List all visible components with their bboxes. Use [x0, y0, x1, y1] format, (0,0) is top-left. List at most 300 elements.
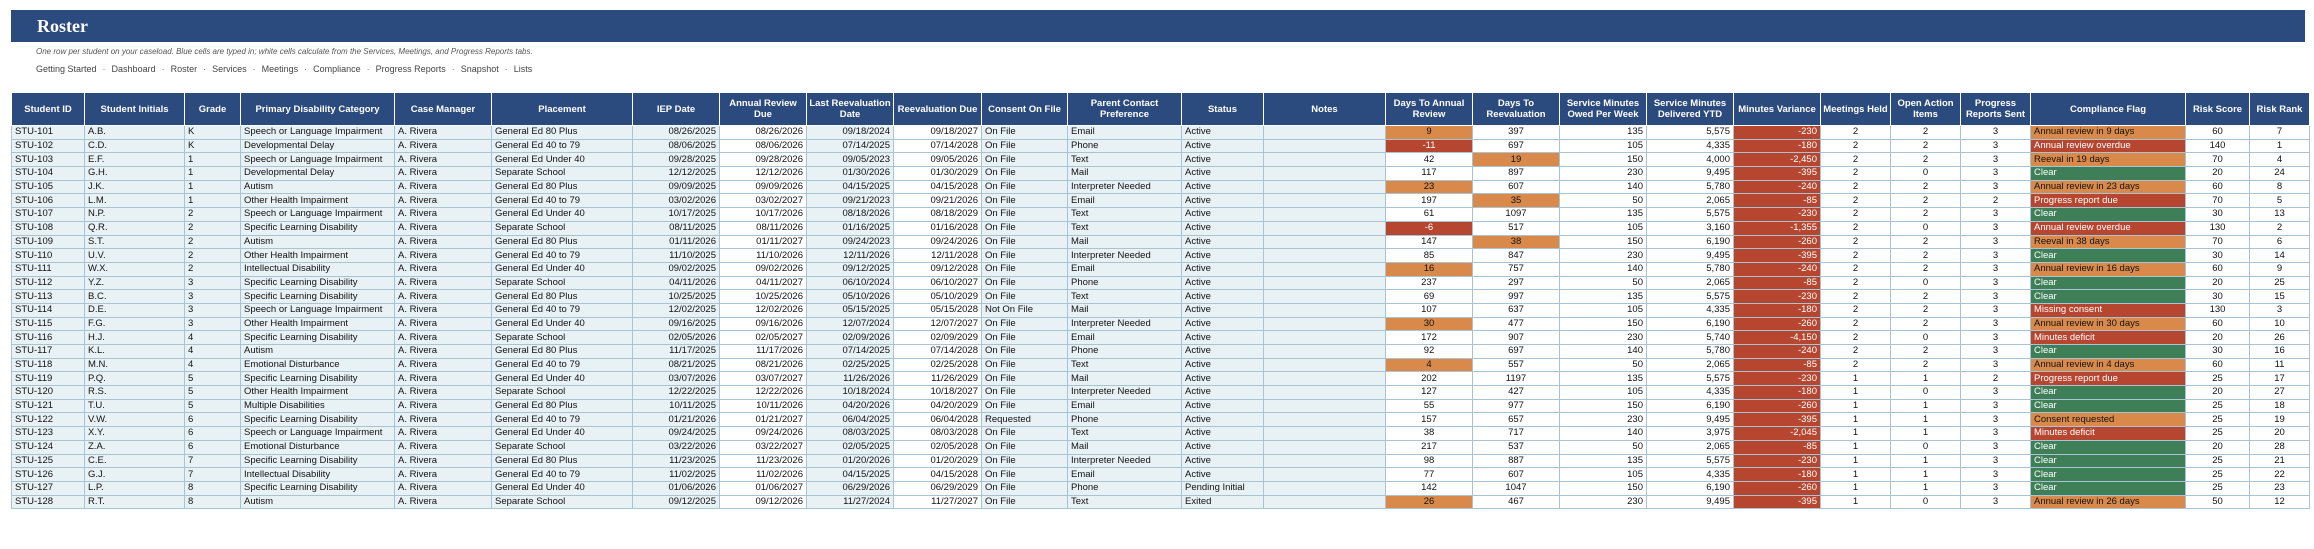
cell-meetings[interactable]: 1 — [1821, 372, 1891, 386]
cell-initials[interactable]: F.G. — [85, 317, 185, 331]
cell-days-annual[interactable]: 85 — [1386, 249, 1473, 263]
cell-placement[interactable]: General Ed 80 Plus — [492, 290, 633, 304]
cell-flag[interactable]: Reeval in 19 days — [2031, 153, 2186, 167]
cell-annual[interactable]: 08/06/2026 — [720, 139, 807, 153]
cell-notes[interactable] — [1264, 221, 1386, 235]
cell-owed[interactable]: 135 — [1560, 208, 1647, 222]
cell-meetings[interactable]: 2 — [1821, 358, 1891, 372]
nav-link-lists[interactable]: Lists — [513, 64, 533, 74]
cell-meetings[interactable]: 1 — [1821, 495, 1891, 509]
cell-disability[interactable]: Speech or Language Impairment — [241, 427, 395, 441]
cell-owed[interactable]: 230 — [1560, 413, 1647, 427]
cell-actions[interactable]: 0 — [1891, 276, 1961, 290]
cell-variance[interactable]: -180 — [1734, 139, 1821, 153]
cell-reports[interactable]: 3 — [1961, 208, 2031, 222]
cell-iep[interactable]: 11/23/2025 — [633, 454, 720, 468]
cell-last-reeval[interactable]: 09/12/2025 — [807, 262, 894, 276]
cell-id[interactable]: STU-103 — [12, 153, 85, 167]
cell-days-reeval[interactable]: 38 — [1473, 235, 1560, 249]
cell-rank[interactable]: 20 — [2250, 427, 2310, 441]
cell-flag[interactable]: Clear — [2031, 167, 2186, 181]
cell-days-annual[interactable]: 26 — [1386, 495, 1473, 509]
cell-actions[interactable]: 1 — [1891, 481, 1961, 495]
cell-delivered[interactable]: 6,190 — [1647, 399, 1734, 413]
cell-risk[interactable]: 130 — [2186, 303, 2250, 317]
cell-flag[interactable]: Clear — [2031, 345, 2186, 359]
cell-status[interactable]: Active — [1182, 440, 1264, 454]
cell-meetings[interactable]: 2 — [1821, 167, 1891, 181]
cell-reeval-due[interactable]: 09/24/2026 — [894, 235, 982, 249]
cell-actions[interactable]: 0 — [1891, 167, 1961, 181]
cell-days-annual[interactable]: 55 — [1386, 399, 1473, 413]
cell-manager[interactable]: A. Rivera — [395, 468, 492, 482]
cell-reports[interactable]: 3 — [1961, 495, 2031, 509]
cell-owed[interactable]: 150 — [1560, 235, 1647, 249]
cell-actions[interactable]: 2 — [1891, 262, 1961, 276]
cell-delivered[interactable]: 4,335 — [1647, 139, 1734, 153]
cell-variance[interactable]: -2,045 — [1734, 427, 1821, 441]
cell-days-reeval[interactable]: 1197 — [1473, 372, 1560, 386]
cell-days-annual[interactable]: 217 — [1386, 440, 1473, 454]
cell-annual[interactable]: 10/17/2026 — [720, 208, 807, 222]
cell-grade[interactable]: 6 — [185, 440, 241, 454]
cell-initials[interactable]: R.T. — [85, 495, 185, 509]
cell-days-annual[interactable]: 9 — [1386, 126, 1473, 140]
cell-flag[interactable]: Missing consent — [2031, 303, 2186, 317]
cell-grade[interactable]: 3 — [185, 290, 241, 304]
cell-annual[interactable]: 10/11/2026 — [720, 399, 807, 413]
cell-days-reeval[interactable]: 897 — [1473, 167, 1560, 181]
cell-manager[interactable]: A. Rivera — [395, 413, 492, 427]
cell-manager[interactable]: A. Rivera — [395, 290, 492, 304]
cell-contact[interactable]: Mail — [1068, 235, 1182, 249]
cell-variance[interactable]: -240 — [1734, 180, 1821, 194]
cell-reeval-due[interactable]: 11/26/2029 — [894, 372, 982, 386]
cell-delivered[interactable]: 3,160 — [1647, 221, 1734, 235]
cell-reports[interactable]: 3 — [1961, 249, 2031, 263]
cell-owed[interactable]: 105 — [1560, 303, 1647, 317]
cell-placement[interactable]: General Ed Under 40 — [492, 427, 633, 441]
cell-variance[interactable]: -395 — [1734, 495, 1821, 509]
cell-days-reeval[interactable]: 657 — [1473, 413, 1560, 427]
cell-days-reeval[interactable]: 1047 — [1473, 481, 1560, 495]
cell-reeval-due[interactable]: 11/27/2027 — [894, 495, 982, 509]
cell-reports[interactable]: 3 — [1961, 413, 2031, 427]
cell-days-annual[interactable]: 172 — [1386, 331, 1473, 345]
cell-consent[interactable]: On File — [982, 194, 1068, 208]
cell-initials[interactable]: A.B. — [85, 126, 185, 140]
cell-actions[interactable]: 0 — [1891, 440, 1961, 454]
cell-delivered[interactable]: 5,575 — [1647, 290, 1734, 304]
cell-meetings[interactable]: 1 — [1821, 399, 1891, 413]
cell-contact[interactable]: Email — [1068, 194, 1182, 208]
cell-flag[interactable]: Annual review overdue — [2031, 221, 2186, 235]
cell-grade[interactable]: 4 — [185, 345, 241, 359]
cell-reeval-due[interactable]: 05/15/2028 — [894, 303, 982, 317]
cell-annual[interactable]: 11/17/2026 — [720, 345, 807, 359]
cell-days-reeval[interactable]: 297 — [1473, 276, 1560, 290]
cell-annual[interactable]: 03/02/2027 — [720, 194, 807, 208]
cell-actions[interactable]: 0 — [1891, 495, 1961, 509]
cell-placement[interactable]: General Ed Under 40 — [492, 317, 633, 331]
cell-disability[interactable]: Specific Learning Disability — [241, 454, 395, 468]
cell-id[interactable]: STU-105 — [12, 180, 85, 194]
cell-annual[interactable]: 09/12/2026 — [720, 495, 807, 509]
cell-id[interactable]: STU-101 — [12, 126, 85, 140]
cell-consent[interactable]: On File — [982, 399, 1068, 413]
cell-meetings[interactable]: 1 — [1821, 454, 1891, 468]
cell-annual[interactable]: 01/11/2027 — [720, 235, 807, 249]
cell-grade[interactable]: 5 — [185, 386, 241, 400]
nav-link-snapshot[interactable]: Snapshot — [460, 64, 499, 74]
cell-variance[interactable]: -240 — [1734, 345, 1821, 359]
cell-reeval-due[interactable]: 01/30/2029 — [894, 167, 982, 181]
cell-last-reeval[interactable]: 09/18/2024 — [807, 126, 894, 140]
cell-flag[interactable]: Annual review in 26 days — [2031, 495, 2186, 509]
cell-last-reeval[interactable]: 06/04/2025 — [807, 413, 894, 427]
cell-consent[interactable]: On File — [982, 454, 1068, 468]
cell-last-reeval[interactable]: 08/18/2026 — [807, 208, 894, 222]
cell-manager[interactable]: A. Rivera — [395, 481, 492, 495]
cell-flag[interactable]: Annual review in 4 days — [2031, 358, 2186, 372]
cell-last-reeval[interactable]: 07/14/2025 — [807, 345, 894, 359]
cell-reports[interactable]: 3 — [1961, 139, 2031, 153]
cell-risk[interactable]: 20 — [2186, 440, 2250, 454]
cell-variance[interactable]: -85 — [1734, 194, 1821, 208]
cell-disability[interactable]: Autism — [241, 495, 395, 509]
cell-days-reeval[interactable]: 19 — [1473, 153, 1560, 167]
cell-days-reeval[interactable]: 477 — [1473, 317, 1560, 331]
cell-days-reeval[interactable]: 997 — [1473, 290, 1560, 304]
cell-consent[interactable]: On File — [982, 249, 1068, 263]
cell-manager[interactable]: A. Rivera — [395, 139, 492, 153]
cell-variance[interactable]: -260 — [1734, 481, 1821, 495]
cell-placement[interactable]: General Ed 80 Plus — [492, 345, 633, 359]
nav-link-roster[interactable]: Roster — [170, 64, 198, 74]
cell-rank[interactable]: 7 — [2250, 126, 2310, 140]
cell-delivered[interactable]: 5,780 — [1647, 345, 1734, 359]
cell-id[interactable]: STU-114 — [12, 303, 85, 317]
column-header-student-initials[interactable]: Student Initials — [85, 93, 185, 126]
cell-actions[interactable]: 1 — [1891, 372, 1961, 386]
cell-iep[interactable]: 01/21/2026 — [633, 413, 720, 427]
cell-delivered[interactable]: 9,495 — [1647, 167, 1734, 181]
cell-contact[interactable]: Text — [1068, 290, 1182, 304]
cell-disability[interactable]: Specific Learning Disability — [241, 413, 395, 427]
cell-variance[interactable]: -395 — [1734, 249, 1821, 263]
cell-consent[interactable]: Requested — [982, 413, 1068, 427]
cell-status[interactable]: Exited — [1182, 495, 1264, 509]
cell-disability[interactable]: Autism — [241, 180, 395, 194]
cell-disability[interactable]: Specific Learning Disability — [241, 290, 395, 304]
cell-last-reeval[interactable]: 05/15/2025 — [807, 303, 894, 317]
cell-risk[interactable]: 130 — [2186, 221, 2250, 235]
cell-actions[interactable]: 2 — [1891, 126, 1961, 140]
cell-reports[interactable]: 3 — [1961, 126, 2031, 140]
cell-manager[interactable]: A. Rivera — [395, 167, 492, 181]
cell-last-reeval[interactable]: 04/15/2025 — [807, 468, 894, 482]
cell-placement[interactable]: General Ed 80 Plus — [492, 235, 633, 249]
cell-disability[interactable]: Intellectual Disability — [241, 468, 395, 482]
cell-iep[interactable]: 09/16/2025 — [633, 317, 720, 331]
cell-actions[interactable]: 2 — [1891, 303, 1961, 317]
cell-status[interactable]: Active — [1182, 153, 1264, 167]
cell-iep[interactable]: 11/02/2025 — [633, 468, 720, 482]
cell-delivered[interactable]: 2,065 — [1647, 358, 1734, 372]
cell-rank[interactable]: 27 — [2250, 386, 2310, 400]
cell-days-annual[interactable]: 38 — [1386, 427, 1473, 441]
cell-grade[interactable]: 3 — [185, 303, 241, 317]
cell-manager[interactable]: A. Rivera — [395, 331, 492, 345]
cell-contact[interactable]: Mail — [1068, 303, 1182, 317]
column-header-days-to-reevaluation[interactable]: Days To Reevaluation — [1473, 93, 1560, 126]
cell-risk[interactable]: 25 — [2186, 413, 2250, 427]
cell-grade[interactable]: 1 — [185, 180, 241, 194]
cell-annual[interactable]: 12/22/2026 — [720, 386, 807, 400]
cell-status[interactable]: Active — [1182, 139, 1264, 153]
cell-iep[interactable]: 08/26/2025 — [633, 126, 720, 140]
cell-grade[interactable]: 1 — [185, 167, 241, 181]
cell-meetings[interactable]: 2 — [1821, 345, 1891, 359]
cell-last-reeval[interactable]: 09/24/2023 — [807, 235, 894, 249]
cell-rank[interactable]: 9 — [2250, 262, 2310, 276]
cell-reeval-due[interactable]: 09/12/2028 — [894, 262, 982, 276]
cell-grade[interactable]: 3 — [185, 276, 241, 290]
cell-days-annual[interactable]: 127 — [1386, 386, 1473, 400]
cell-days-reeval[interactable]: 1097 — [1473, 208, 1560, 222]
cell-last-reeval[interactable]: 08/03/2025 — [807, 427, 894, 441]
column-header-consent-on-file[interactable]: Consent On File — [982, 93, 1068, 126]
cell-contact[interactable]: Phone — [1068, 139, 1182, 153]
cell-notes[interactable] — [1264, 372, 1386, 386]
cell-last-reeval[interactable]: 10/18/2024 — [807, 386, 894, 400]
cell-iep[interactable]: 10/11/2025 — [633, 399, 720, 413]
cell-initials[interactable]: W.X. — [85, 262, 185, 276]
cell-reports[interactable]: 3 — [1961, 481, 2031, 495]
cell-placement[interactable]: Separate School — [492, 495, 633, 509]
cell-annual[interactable]: 12/12/2026 — [720, 167, 807, 181]
cell-grade[interactable]: K — [185, 126, 241, 140]
cell-placement[interactable]: General Ed Under 40 — [492, 153, 633, 167]
cell-meetings[interactable]: 2 — [1821, 221, 1891, 235]
cell-days-annual[interactable]: 23 — [1386, 180, 1473, 194]
cell-status[interactable]: Active — [1182, 235, 1264, 249]
cell-manager[interactable]: A. Rivera — [395, 317, 492, 331]
cell-contact[interactable]: Interpreter Needed — [1068, 386, 1182, 400]
cell-disability[interactable]: Speech or Language Impairment — [241, 303, 395, 317]
column-header-risk-score[interactable]: Risk Score — [2186, 93, 2250, 126]
cell-notes[interactable] — [1264, 331, 1386, 345]
cell-consent[interactable]: On File — [982, 167, 1068, 181]
cell-risk[interactable]: 25 — [2186, 481, 2250, 495]
cell-actions[interactable]: 2 — [1891, 208, 1961, 222]
cell-initials[interactable]: B.C. — [85, 290, 185, 304]
column-header-student-id[interactable]: Student ID — [12, 93, 85, 126]
cell-meetings[interactable]: 1 — [1821, 468, 1891, 482]
cell-manager[interactable]: A. Rivera — [395, 399, 492, 413]
cell-notes[interactable] — [1264, 153, 1386, 167]
cell-reports[interactable]: 3 — [1961, 427, 2031, 441]
cell-reeval-due[interactable]: 05/10/2029 — [894, 290, 982, 304]
cell-rank[interactable]: 11 — [2250, 358, 2310, 372]
cell-notes[interactable] — [1264, 167, 1386, 181]
cell-notes[interactable] — [1264, 235, 1386, 249]
column-header-minutes-variance[interactable]: Minutes Variance — [1734, 93, 1821, 126]
cell-risk[interactable]: 30 — [2186, 290, 2250, 304]
cell-disability[interactable]: Emotional Disturbance — [241, 440, 395, 454]
cell-actions[interactable]: 1 — [1891, 399, 1961, 413]
cell-days-annual[interactable]: 16 — [1386, 262, 1473, 276]
cell-annual[interactable]: 04/11/2027 — [720, 276, 807, 290]
cell-grade[interactable]: 5 — [185, 399, 241, 413]
cell-iep[interactable]: 01/11/2026 — [633, 235, 720, 249]
cell-id[interactable]: STU-117 — [12, 345, 85, 359]
cell-days-annual[interactable]: 77 — [1386, 468, 1473, 482]
cell-consent[interactable]: On File — [982, 126, 1068, 140]
cell-meetings[interactable]: 1 — [1821, 413, 1891, 427]
cell-risk[interactable]: 20 — [2186, 331, 2250, 345]
cell-disability[interactable]: Autism — [241, 235, 395, 249]
cell-delivered[interactable]: 2,065 — [1647, 440, 1734, 454]
cell-annual[interactable]: 01/06/2027 — [720, 481, 807, 495]
cell-manager[interactable]: A. Rivera — [395, 440, 492, 454]
cell-disability[interactable]: Emotional Disturbance — [241, 358, 395, 372]
cell-annual[interactable]: 10/25/2026 — [720, 290, 807, 304]
cell-initials[interactable]: L.P. — [85, 481, 185, 495]
cell-risk[interactable]: 30 — [2186, 249, 2250, 263]
cell-contact[interactable]: Phone — [1068, 345, 1182, 359]
cell-days-reeval[interactable]: 757 — [1473, 262, 1560, 276]
cell-notes[interactable] — [1264, 413, 1386, 427]
cell-last-reeval[interactable]: 09/21/2023 — [807, 194, 894, 208]
column-header-last-reevaluation-date[interactable]: Last Reevaluation Date — [807, 93, 894, 126]
cell-notes[interactable] — [1264, 386, 1386, 400]
cell-flag[interactable]: Clear — [2031, 290, 2186, 304]
cell-risk[interactable]: 60 — [2186, 180, 2250, 194]
cell-consent[interactable]: On File — [982, 317, 1068, 331]
cell-risk[interactable]: 70 — [2186, 194, 2250, 208]
cell-flag[interactable]: Clear — [2031, 249, 2186, 263]
cell-delivered[interactable]: 6,190 — [1647, 481, 1734, 495]
cell-actions[interactable]: 0 — [1891, 221, 1961, 235]
cell-status[interactable]: Active — [1182, 427, 1264, 441]
cell-owed[interactable]: 105 — [1560, 386, 1647, 400]
cell-reeval-due[interactable]: 01/16/2028 — [894, 221, 982, 235]
cell-disability[interactable]: Intellectual Disability — [241, 262, 395, 276]
cell-status[interactable]: Active — [1182, 303, 1264, 317]
cell-reeval-due[interactable]: 06/04/2028 — [894, 413, 982, 427]
cell-owed[interactable]: 230 — [1560, 331, 1647, 345]
cell-owed[interactable]: 105 — [1560, 139, 1647, 153]
cell-reports[interactable]: 2 — [1961, 194, 2031, 208]
cell-disability[interactable]: Specific Learning Disability — [241, 331, 395, 345]
cell-owed[interactable]: 150 — [1560, 153, 1647, 167]
cell-initials[interactable]: Y.Z. — [85, 276, 185, 290]
column-header-service-minutes-owed-per-week[interactable]: Service Minutes Owed Per Week — [1560, 93, 1647, 126]
cell-status[interactable]: Active — [1182, 372, 1264, 386]
cell-placement[interactable]: General Ed 40 to 79 — [492, 303, 633, 317]
cell-owed[interactable]: 230 — [1560, 249, 1647, 263]
cell-variance[interactable]: -260 — [1734, 317, 1821, 331]
cell-disability[interactable]: Specific Learning Disability — [241, 372, 395, 386]
cell-days-annual[interactable]: -6 — [1386, 221, 1473, 235]
cell-grade[interactable]: 5 — [185, 372, 241, 386]
nav-link-services[interactable]: Services — [212, 64, 247, 74]
cell-disability[interactable]: Multiple Disabilities — [241, 399, 395, 413]
cell-days-annual[interactable]: 30 — [1386, 317, 1473, 331]
column-header-case-manager[interactable]: Case Manager — [395, 93, 492, 126]
cell-grade[interactable]: 8 — [185, 481, 241, 495]
cell-placement[interactable]: General Ed 80 Plus — [492, 180, 633, 194]
cell-owed[interactable]: 140 — [1560, 345, 1647, 359]
cell-reports[interactable]: 3 — [1961, 276, 2031, 290]
cell-days-reeval[interactable]: 697 — [1473, 345, 1560, 359]
cell-flag[interactable]: Clear — [2031, 481, 2186, 495]
cell-flag[interactable]: Progress report due — [2031, 372, 2186, 386]
cell-iep[interactable]: 01/06/2026 — [633, 481, 720, 495]
cell-days-reeval[interactable]: 717 — [1473, 427, 1560, 441]
cell-status[interactable]: Active — [1182, 249, 1264, 263]
cell-variance[interactable]: -85 — [1734, 276, 1821, 290]
cell-rank[interactable]: 18 — [2250, 399, 2310, 413]
cell-notes[interactable] — [1264, 126, 1386, 140]
cell-variance[interactable]: -260 — [1734, 235, 1821, 249]
cell-contact[interactable]: Email — [1068, 126, 1182, 140]
cell-risk[interactable]: 30 — [2186, 345, 2250, 359]
cell-reeval-due[interactable]: 04/20/2029 — [894, 399, 982, 413]
cell-annual[interactable]: 09/16/2026 — [720, 317, 807, 331]
cell-notes[interactable] — [1264, 454, 1386, 468]
cell-id[interactable]: STU-119 — [12, 372, 85, 386]
cell-consent[interactable]: On File — [982, 180, 1068, 194]
cell-placement[interactable]: Separate School — [492, 221, 633, 235]
cell-placement[interactable]: General Ed Under 40 — [492, 481, 633, 495]
cell-manager[interactable]: A. Rivera — [395, 235, 492, 249]
cell-reports[interactable]: 3 — [1961, 454, 2031, 468]
cell-risk[interactable]: 25 — [2186, 372, 2250, 386]
cell-placement[interactable]: General Ed 80 Plus — [492, 454, 633, 468]
cell-days-reeval[interactable]: 697 — [1473, 139, 1560, 153]
cell-status[interactable]: Active — [1182, 167, 1264, 181]
cell-days-reeval[interactable]: 427 — [1473, 386, 1560, 400]
cell-id[interactable]: STU-115 — [12, 317, 85, 331]
cell-reports[interactable]: 3 — [1961, 440, 2031, 454]
cell-reports[interactable]: 3 — [1961, 290, 2031, 304]
cell-annual[interactable]: 09/28/2026 — [720, 153, 807, 167]
cell-flag[interactable]: Clear — [2031, 468, 2186, 482]
cell-placement[interactable]: General Ed 40 to 79 — [492, 468, 633, 482]
cell-notes[interactable] — [1264, 180, 1386, 194]
cell-variance[interactable]: -230 — [1734, 290, 1821, 304]
cell-annual[interactable]: 08/21/2026 — [720, 358, 807, 372]
cell-risk[interactable]: 60 — [2186, 358, 2250, 372]
cell-last-reeval[interactable]: 12/11/2026 — [807, 249, 894, 263]
cell-placement[interactable]: General Ed 40 to 79 — [492, 249, 633, 263]
cell-risk[interactable]: 30 — [2186, 208, 2250, 222]
cell-delivered[interactable]: 6,190 — [1647, 235, 1734, 249]
cell-flag[interactable]: Clear — [2031, 276, 2186, 290]
cell-flag[interactable]: Minutes deficit — [2031, 427, 2186, 441]
cell-reeval-due[interactable]: 12/07/2027 — [894, 317, 982, 331]
cell-days-reeval[interactable]: 847 — [1473, 249, 1560, 263]
cell-placement[interactable]: General Ed 80 Plus — [492, 399, 633, 413]
cell-reports[interactable]: 3 — [1961, 167, 2031, 181]
cell-actions[interactable]: 0 — [1891, 331, 1961, 345]
cell-iep[interactable]: 08/11/2025 — [633, 221, 720, 235]
cell-id[interactable]: STU-113 — [12, 290, 85, 304]
cell-owed[interactable]: 135 — [1560, 454, 1647, 468]
cell-id[interactable]: STU-122 — [12, 413, 85, 427]
